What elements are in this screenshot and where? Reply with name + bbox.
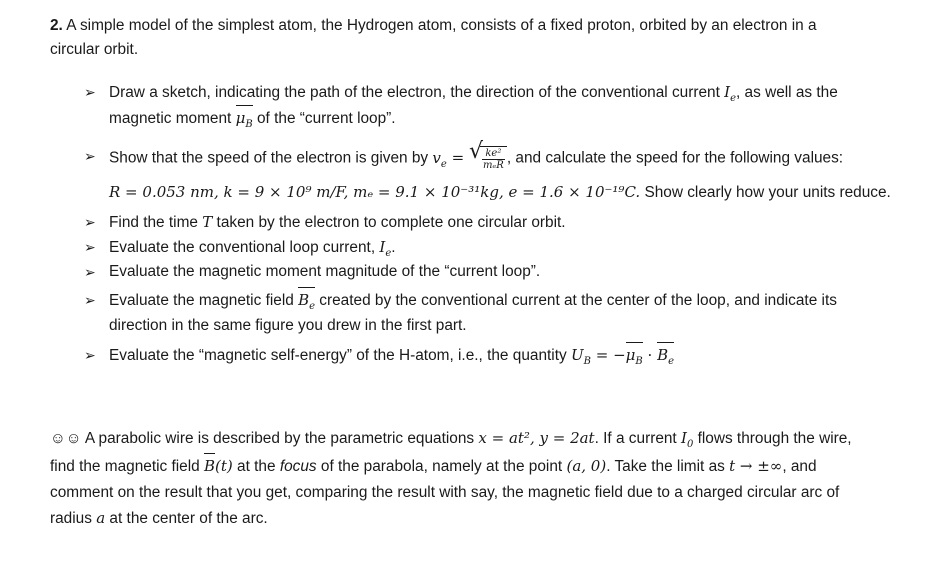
bonus-text-g: . Take the limit as — [606, 458, 730, 475]
bullet-2-text-c: Show clearly how your units reduce. — [640, 184, 891, 201]
bonus-text-b: . If a current — [594, 430, 681, 447]
bullet-4: Evaluate the conventional loop current, $I_e$. — [109, 238, 396, 259]
bullet-4-text: Evaluate the conventional loop current, — [109, 239, 380, 256]
bonus-text-f: of the parabola, namely at the point — [316, 458, 567, 475]
bonus-text-c: flows through the wire, — [693, 430, 852, 447]
bullet-7: Evaluate the “magnetic self-energy” of the H-atom, i.e., the quantity $U_B = -\mu_B \cdot B_e$ — [109, 346, 675, 367]
bullet-2-line-2 — [109, 182, 891, 203]
bullet-1-text-c: magnetic moment — [109, 110, 236, 127]
problem-intro-line-2 — [50, 40, 138, 60]
bonus-text-i: comment on the result that you get, comparing the result with say, the magnetic field due to a charged circular arc of — [50, 484, 840, 501]
bullet-3-text-b: taken by the electron to complete one circular orbit. — [212, 214, 566, 231]
speed-ve: $v_e$ — [432, 148, 447, 170]
energy-UB: $U_B$ — [570, 346, 591, 367]
bullet-6-text-c: direction in the same figure you drew in the first part. — [109, 317, 467, 334]
equation-x: x = at², — [478, 429, 535, 447]
bullet-arrow-icon: ➢ — [84, 347, 96, 363]
period-T: T — [202, 213, 213, 231]
bonus-line-1 — [50, 428, 852, 449]
given-values: R = 0.053 nm, k = 9 × 10⁹ m/F, mₑ = 9.1 × 10⁻³¹kg, e = 1.6 × 10⁻¹⁹C. — [109, 183, 641, 201]
bullet-1-line-1 — [109, 82, 838, 103]
bullet-6-text-a: Evaluate the magnetic field — [109, 292, 299, 309]
bullet-6-line-2 — [109, 316, 467, 336]
radius-a: a — [96, 509, 106, 527]
focus-point: (a, 0) — [566, 457, 607, 475]
intro-text-1: A simple model of the simplest atom, the Hydrogen atom, consists of a fixed proton, orbited by an electron in a — [66, 17, 817, 34]
magnetic-moment-muB: $\mu_B$ — [625, 346, 643, 367]
bonus-line-4 — [50, 508, 268, 529]
bullet-1-text-a: Draw a sketch, indicating the path of the electron, the direction of the conventional current — [109, 84, 725, 101]
bullet-2-text-a: Show that the speed of the electron is given by — [109, 149, 433, 167]
bonus-text-e: at the — [232, 458, 280, 475]
bonus-text-k: at the center of the arc. — [105, 510, 268, 527]
magnetic-moment-muB: $\mu_B$ — [235, 109, 253, 130]
bullet-3-text-a: Find the time — [109, 214, 203, 231]
problem-number: 2. — [50, 17, 63, 34]
sqrt-expression: √ $\frac{\text{ke²}}{\text{mₑR}}$ — [469, 146, 507, 171]
bonus-line-3 — [50, 483, 839, 503]
bullet-arrow-icon: ➢ — [84, 148, 96, 164]
bullet-2-text-b: and calculate the speed for the following values: — [511, 149, 844, 167]
bullet-arrow-icon: ➢ — [84, 239, 96, 255]
bullet-2-line-1: Show that the speed of the electron is given by $v_e$ = √ $\frac{\text{ke²}}{\text{mₑR}}$ , and calculate the speed for the following values: — [109, 139, 844, 171]
equation-y: y = 2at — [534, 429, 595, 447]
bullet-1-text-d: of the “current loop”. — [252, 110, 396, 127]
field-Be: $B_e$ — [657, 346, 675, 367]
bullet-arrow-icon: ➢ — [84, 214, 96, 230]
bonus-text-h: , and — [782, 458, 817, 475]
bullet-6-text-b: created by the conventional current at the center of the loop, and indicate its — [315, 292, 837, 309]
bonus-text-j: radius — [50, 510, 97, 527]
current-Ie: $I_e$ — [724, 83, 736, 104]
bullet-7-text: Evaluate the “magnetic self-energy” of the H-atom, i.e., the quantity — [109, 347, 571, 364]
bullet-5 — [109, 262, 540, 282]
bullet-6-line-1 — [109, 290, 837, 311]
bullet-1-line-2 — [109, 108, 396, 129]
intro-text-2: circular orbit. — [50, 41, 139, 58]
bullet-arrow-icon: ➢ — [84, 84, 96, 100]
bullet-1-text-b: , as well as the — [736, 84, 838, 101]
bullet-arrow-icon: ➢ — [84, 292, 96, 308]
field-Bt: B(t) — [204, 457, 233, 475]
bullet-3 — [109, 212, 566, 233]
bonus-line-2 — [50, 456, 817, 477]
bonus-text-a: A parabolic wire is described by the parametric equations — [81, 430, 479, 447]
smiley-icon: ☺☺ — [50, 430, 82, 447]
focus-word: focus — [279, 458, 317, 475]
current-I0: $I_0$ — [681, 429, 694, 450]
limit-expression: t → ±∞ — [729, 457, 783, 475]
problem-intro-line-1 — [50, 16, 817, 36]
bullet-arrow-icon: ➢ — [84, 264, 96, 280]
field-Be: $B_e$ — [298, 291, 316, 312]
current-Ie: $I_e$ — [379, 238, 392, 259]
bonus-text-d: find the magnetic field — [50, 458, 204, 475]
bullet-5-text: Evaluate the magnetic moment magnitude of the “current loop”. — [109, 263, 541, 280]
